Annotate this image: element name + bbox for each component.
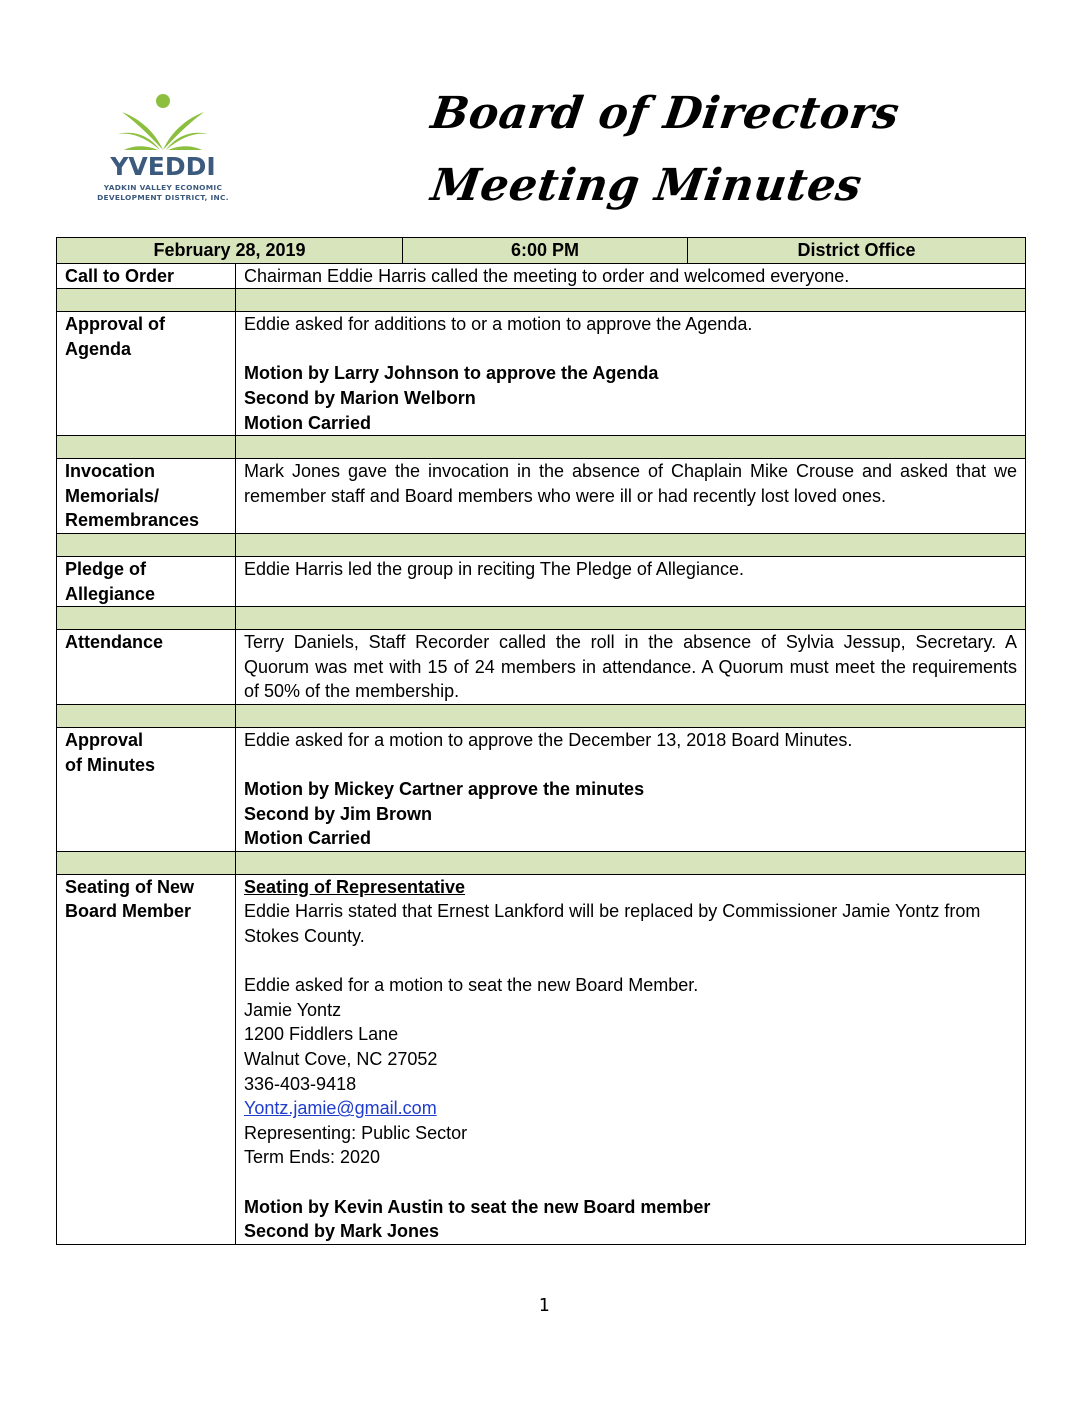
- seating-statement: Eddie Harris stated that Ernest Lankford will be replaced by Commissioner Jamie Yontz from Stokes County.: [244, 901, 981, 947]
- row-label-line: Memorials/: [65, 485, 160, 506]
- row-label-line: Pledge of: [65, 558, 147, 579]
- meeting-location: District Office: [688, 238, 1026, 264]
- row-label: Attendance: [57, 630, 236, 705]
- row-call-to-order: [57, 263, 1026, 289]
- meeting-header-row: [57, 238, 1026, 264]
- row-label: [57, 459, 236, 534]
- row-label-line: of Minutes: [65, 754, 155, 775]
- spacer-row: [57, 851, 1026, 874]
- row-label-line: Seating of New: [65, 876, 195, 897]
- spacer-row: [57, 533, 1026, 556]
- spacer-row: [57, 436, 1026, 459]
- spacer-row: [57, 704, 1026, 727]
- second-text: Second by Mark Jones: [244, 1221, 440, 1242]
- second-text: Second by Jim Brown: [244, 803, 433, 824]
- row-attendance: [57, 630, 1026, 705]
- row-label-line: Agenda: [65, 338, 132, 359]
- row-content: Mark Jones gave the invocation in the absence of Chaplain Mike Crouse and asked that we remember staff and Board members who were ill or had recently lost loved ones.: [236, 459, 1026, 534]
- row-content: Chairman Eddie Harris called the meeting to order and welcomed everyone.: [236, 263, 1026, 289]
- row-approval-of-minutes: [57, 727, 1026, 851]
- row-label: Call to Order: [57, 263, 236, 289]
- member-representing: Representing: Public Sector: [244, 1122, 468, 1143]
- row-label: [57, 312, 236, 436]
- member-term: Term Ends: 2020: [244, 1147, 381, 1168]
- motion-result: Motion Carried: [244, 412, 372, 433]
- member-phone: 336-403-9418: [244, 1073, 357, 1094]
- motion-text: Motion by Mickey Cartner approve the minutes: [244, 779, 645, 800]
- row-label: [57, 874, 236, 1244]
- document-title-line2: Meeting Minutes: [428, 160, 865, 211]
- row-seating-new-board-member: [57, 874, 1026, 1244]
- logo-name: YVEDDI: [110, 152, 216, 181]
- row-label-line: Approval of: [65, 314, 166, 335]
- row-content: Eddie Harris led the group in reciting The Pledge of Allegiance.: [236, 556, 1026, 606]
- logo-subtitle-line1: YADKIN VALLEY ECONOMIC: [103, 183, 223, 192]
- meeting-date: February 28, 2019: [57, 238, 403, 264]
- page-number: 1: [538, 1295, 550, 1316]
- row-content: [236, 874, 1026, 1244]
- minutes-request-text: Eddie asked for a motion to approve the December 13, 2018 Board Minutes.: [244, 729, 853, 750]
- row-label: [57, 727, 236, 851]
- row-content: [236, 312, 1026, 436]
- document-title-line1: Board of Directors: [428, 88, 903, 139]
- member-address-line1: 1200 Fiddlers Lane: [244, 1024, 399, 1045]
- row-label-line: Invocation: [65, 461, 156, 482]
- spacer-row: [57, 289, 1026, 312]
- leaf-figure-icon: [94, 92, 232, 152]
- row-content: [236, 727, 1026, 851]
- row-content: Terry Daniels, Staff Recorder called the roll in the absence of Sylvia Jessup, Secretary. A Quorum was met with 15 of 24 members in attendance. A Quorum must meet the requirements of 50% of the membership.: [236, 630, 1026, 705]
- member-name: Jamie Yontz: [244, 999, 342, 1020]
- member-email-link[interactable]: Yontz.jamie@gmail.com: [244, 1098, 437, 1119]
- row-label-line: Approval: [65, 729, 144, 750]
- row-label-line: Remembrances: [65, 510, 200, 531]
- row-label: [57, 556, 236, 606]
- row-label-line: Board Member: [65, 901, 192, 922]
- spacer-row: [57, 607, 1026, 630]
- minutes-table: [56, 237, 1026, 1245]
- member-address-line2: Walnut Cove, NC 27052: [244, 1049, 438, 1070]
- yveddi-logo: [94, 92, 232, 208]
- row-invocation: [57, 459, 1026, 534]
- motion-result: Motion Carried: [244, 828, 372, 849]
- agenda-request-text: Eddie asked for additions to or a motion to approve the Agenda.: [244, 314, 753, 335]
- seating-heading: Seating of Representative: [244, 876, 466, 897]
- meeting-time: 6:00 PM: [403, 238, 688, 264]
- second-text: Second by Marion Welborn: [244, 387, 476, 408]
- motion-text: Motion by Kevin Austin to seat the new Board member: [244, 1196, 711, 1217]
- logo-subtitle-line2: DEVELOPMENT DISTRICT, INC.: [97, 193, 229, 202]
- row-pledge: [57, 556, 1026, 606]
- row-label-line: Allegiance: [65, 583, 156, 604]
- motion-text: Motion by Larry Johnson to approve the Agenda: [244, 363, 659, 384]
- seating-request-text: Eddie asked for a motion to seat the new Board Member.: [244, 975, 699, 996]
- row-approval-of-agenda: [57, 312, 1026, 436]
